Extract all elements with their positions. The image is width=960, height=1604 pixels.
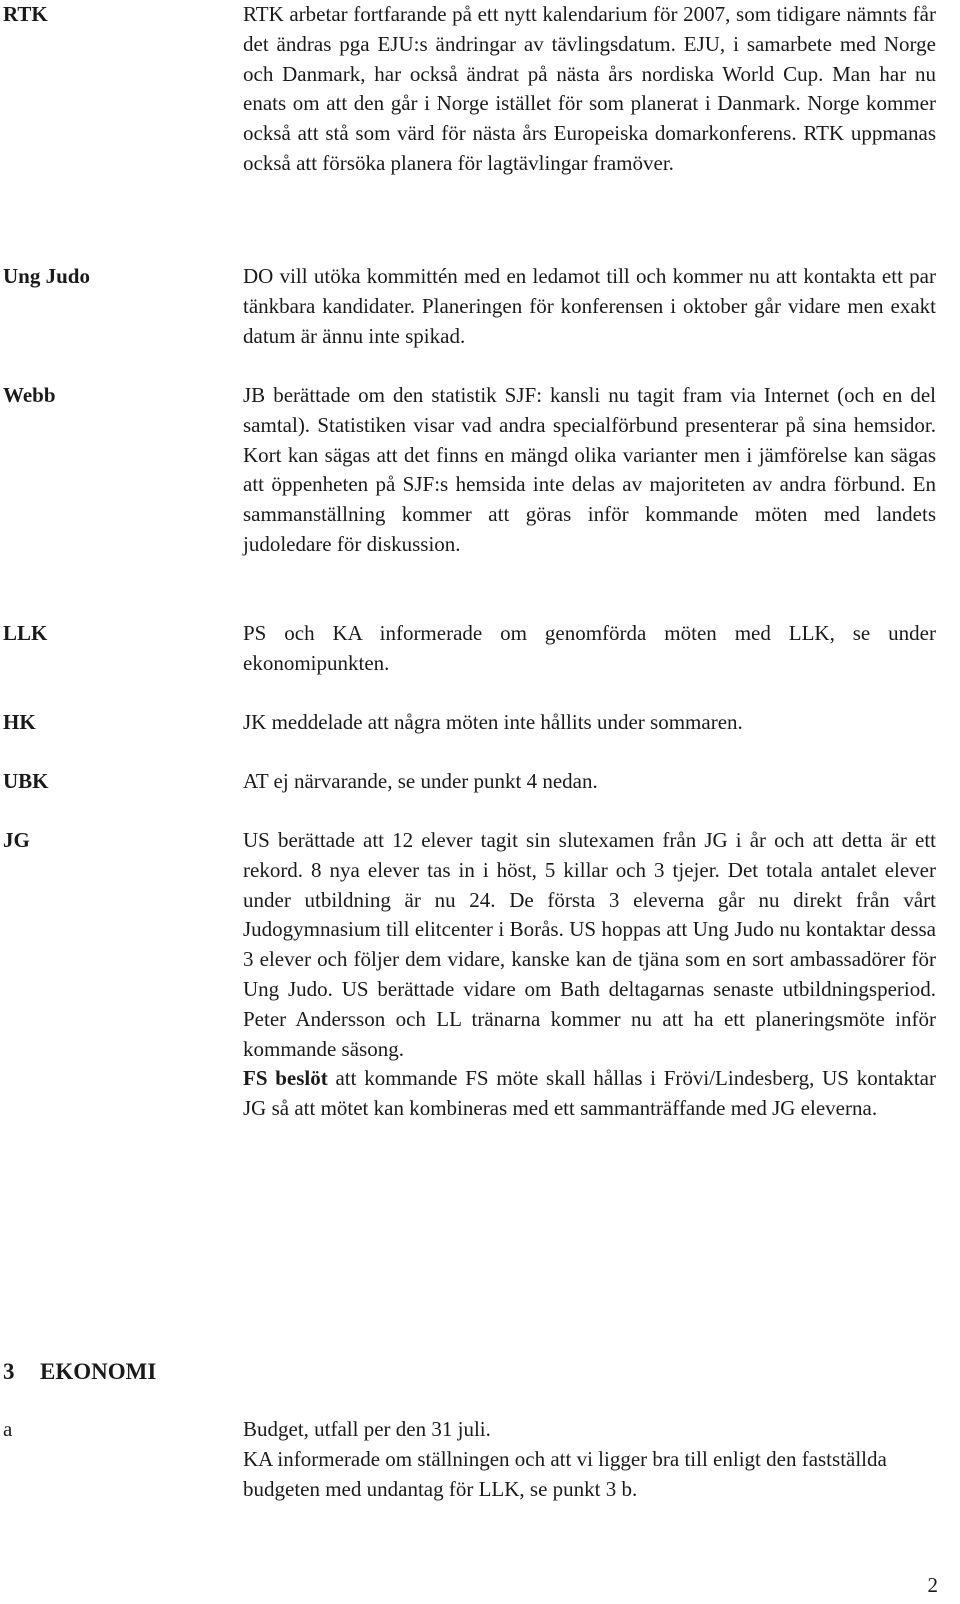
section-label: JG — [3, 828, 30, 852]
subsection-line-1: Budget, utfall per den 31 juli. — [243, 1417, 491, 1441]
heading-title: EKONOMI — [40, 1359, 157, 1384]
decision-text: att kommande FS möte skall hållas i Frövi/Lindesberg, US kontaktar JG så att mötet kan kombineras med ett sammanträffande med JG eleverna. — [243, 1066, 936, 1121]
section-label: UBK — [3, 769, 49, 793]
subsection-text — [243, 1415, 936, 1504]
decision-paragraph — [243, 1064, 936, 1124]
section-heading — [3, 1357, 156, 1387]
decision-keyword: FS beslöt — [243, 1066, 328, 1091]
section-label: HK — [3, 710, 36, 734]
paragraph: US berättade att 12 elever tagit sin slutexamen från JG i år och att detta är ett rekord. 8 nya elever tas in i höst, 5 killar och 3 tjejer. Det totala antalet elever under utbildning är nu 24. De första 3 eleverna går nu direkt från vårt Judogymnasium till elitcenter i Borås. US hoppas att Ung Judo nu kontaktar dessa 3 elever och följer dem vidare, kanske kan de tjäna som en sort ambassadörer för Ung Judo. US berättade vidare om Bath deltagarnas senaste utbildningsperiod. Peter Andersson och LL tränarna kommer nu att ha ett planeringsmöte inför kommande säsong. — [243, 828, 936, 1061]
heading-number: 3 — [3, 1359, 15, 1384]
section-text — [243, 708, 936, 738]
page-number: 2 — [927, 1573, 938, 1597]
paragraph: JK meddelade att några möten inte hållits under sommaren. — [243, 710, 743, 734]
subsection-line-2: KA informerade om ställningen och att vi ligger bra till enligt den fastställda budgeten med undantag för LLK, se punkt 3 b. — [243, 1446, 887, 1501]
section-text — [243, 767, 936, 797]
section-label: RTK — [3, 2, 48, 26]
section-label: Webb — [3, 383, 56, 407]
paragraph: PS och KA informerade om genomförda möten med LLK, se under ekonomipunkten. — [243, 621, 936, 675]
paragraph: JB berättade om den statistik SJF: kansli nu tagit fram via Internet (och en del samtal). Statistiken visar vad andra specialförbund presenterar på sina hemsidor. Kort kan sägas att det finns en mängd olika varianter men i jämförelse kan sägas att öppenheten på SJF:s hemsida inte delas av majoriteten av andra förbund. En sammanställning kommer att göras inför kommande möten med landets judoledare för diskussion. — [243, 383, 936, 556]
section-label: LLK — [3, 621, 48, 645]
paragraph: AT ej närvarande, se under punkt 4 nedan. — [243, 769, 598, 793]
paragraph: DO vill utöka kommittén med en ledamot till och kommer nu att kontakta ett par tänkbara kandidater. Planeringen för konferensen i oktober går vidare men exakt datum är ännu inte spikad. — [243, 264, 936, 348]
section-text — [243, 826, 936, 1124]
paragraph: RTK arbetar fortfarande på ett nytt kalendarium för 2007, som tidigare nämnts får det ändras pga EJU:s ändringar av tävlingsdatum. EJU, i samarbete med Norge och Danmark, har också ändrat på nästa års nordiska World Cup. Man har nu enats om att den går i Norge istället för som planerat i Danmark. Norge kommer också att stå som värd för nästa års Europeiska domarkonferens. RTK uppmanas också att försöka planera för lagtävlingar framöver. — [243, 2, 936, 175]
section-text — [243, 619, 936, 679]
section-text — [243, 381, 936, 560]
section-text — [243, 262, 936, 351]
section-text — [243, 0, 936, 179]
subsection-label: a — [3, 1417, 13, 1441]
section-label: Ung Judo — [3, 264, 90, 288]
